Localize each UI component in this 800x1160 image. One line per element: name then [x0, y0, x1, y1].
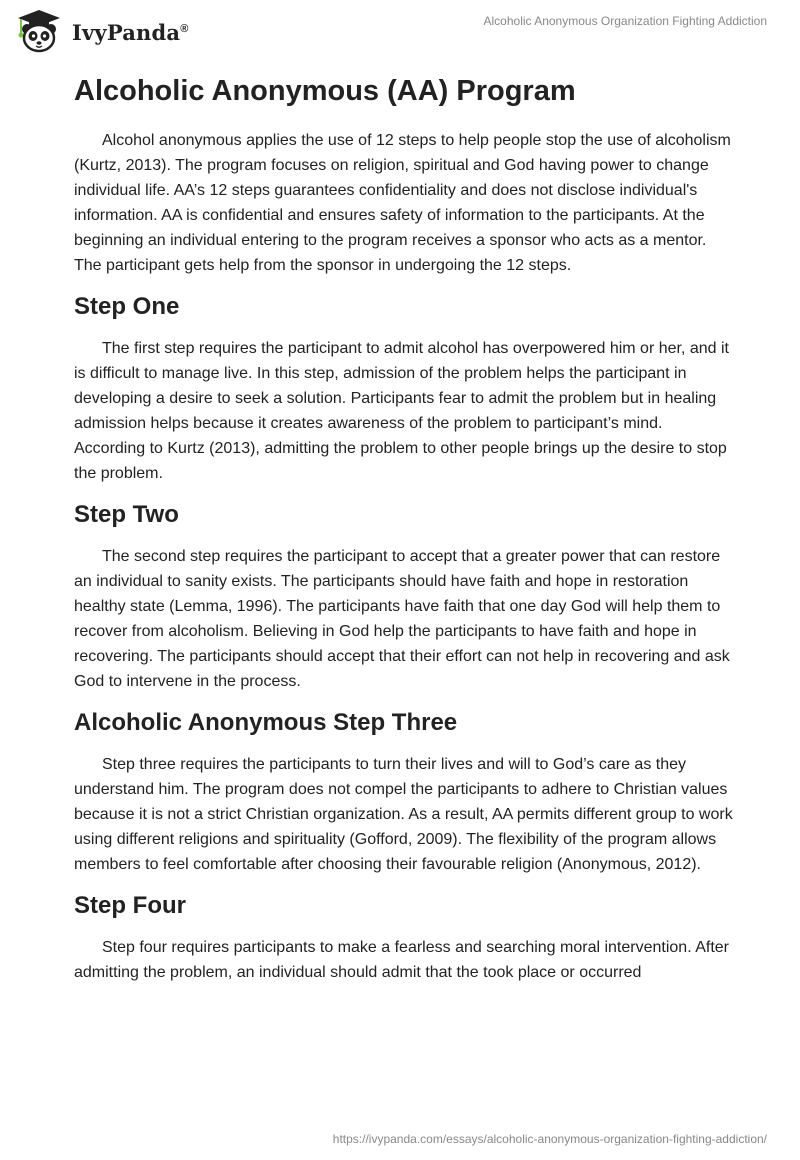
section-heading: Step One: [74, 293, 180, 320]
ivypanda-logo[interactable]: [14, 8, 189, 54]
section-heading: Step Four: [74, 892, 186, 919]
section-heading: Step Two: [74, 501, 179, 528]
source-url[interactable]: https://ivypanda.com/essays/alcoholic-anonymous-organization-fighting-addiction/: [332, 1132, 767, 1146]
page-header: [0, 0, 800, 70]
document-title: Alcoholic Anonymous Organization Fighting Addiction: [483, 14, 767, 28]
brand-name: IvyPanda®: [72, 19, 189, 45]
panda-graduate-icon: [14, 8, 64, 54]
section-paragraph: Step three requires the participants to turn their lives and will to God’s care as they understand him. The program does not compel the participants to adhere to Christian values because it is not a strict Christian organization. As a result, AA permits different group to work using different religions and spirituality (Gofford, 2009). The flexibility of the program allows members to feel comfortable after choosing their favourable religion (Anonymous, 2012).: [74, 756, 733, 873]
article-title: Alcoholic Anonymous (AA) Program: [74, 75, 576, 107]
article-body: [74, 70, 734, 985]
section-heading: Alcoholic Anonymous Step Three: [74, 709, 458, 736]
section-paragraph: The first step requires the participant to admit alcohol has overpowered him or her, and it is difficult to manage live. In this step, admission of the problem helps the participant in developing a desire to seek a solution. Participants fear to admit the problem but in healing admission helps because it creates awareness of the problem to participant’s mind. According to Kurtz (2013), admitting the problem to other people brings up the desire to stop the problem.: [74, 340, 729, 482]
section-paragraph: The second step requires the participant to accept that a greater power that can restore an individual to sanity exists. The participants should have faith and hope in restoration healthy state (Lemma, 1996). The participants have faith that one day God will help them to recover from alcoholism. Believing in God help the participants to have faith and hope in recovering. The participants should accept that their effort can not help in recovering and ask God to intervene in the process.: [74, 548, 730, 690]
section-paragraph: Step four requires participants to make a fearless and searching moral intervention. After admitting the problem, an individual should admit that the took place or occurred: [74, 939, 729, 981]
intro-paragraph: Alcohol anonymous applies the use of 12 steps to help people stop the use of alcoholism (Kurtz, 2013). The program focuses on religion, spiritual and God having power to change individual life. AA’s 12 steps guarantees confidentiality and does not disclose individual's information. AA is confidential and ensures safety of information to the participants. At the beginning an individual entering to the program receives a sponsor who acts as a mentor. The participant gets help from the sponsor in undergoing the 12 steps.: [74, 132, 731, 274]
